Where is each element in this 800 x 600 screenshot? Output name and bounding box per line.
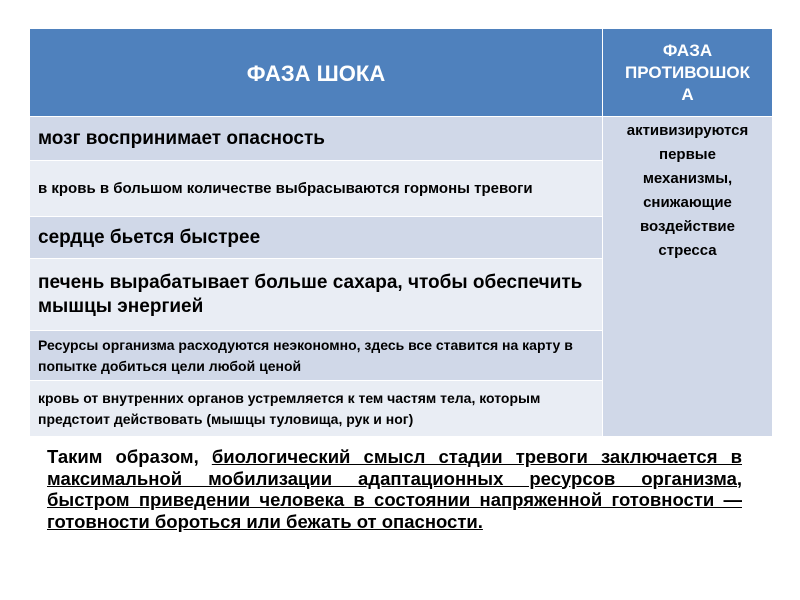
countershock-line: воздействие: [639, 218, 735, 235]
header-shock-phase-label: ФАЗА ШОКА: [246, 60, 386, 86]
header-countershock-line-1: ФАЗА: [662, 40, 713, 60]
header-countershock-line-3: А: [681, 84, 694, 104]
conclusion-underlined: биологический смысл стадии тревоги заключается в максимальной мобилизации адаптационных ресурсов организма, быстром приведении человека в состоянии напряженной готовности — готовности бороться или бежать от опасности.: [47, 446, 742, 532]
table-row: [30, 117, 773, 161]
table-row-cell: Ресурсы организма расходуются неэкономно, здесь все ставится на карту в попытке добиться цели любой ценой: [30, 331, 603, 381]
conclusion-intro: Таким образом,: [47, 446, 212, 467]
table-row-cell: в кровь в большом количестве выбрасываются гормоны тревоги: [30, 161, 603, 217]
countershock-line: снижающие: [643, 194, 732, 211]
countershock-line: стресса: [658, 242, 717, 259]
header-countershock-line-2: ПРОТИВОШОК: [625, 62, 750, 82]
table-row-cell: печень вырабатывает больше сахара, чтобы обеспечить мышцы энергией: [30, 259, 603, 331]
header-shock-phase: [30, 29, 603, 117]
countershock-description: [603, 117, 773, 437]
countershock-line: первые: [659, 146, 716, 163]
table-row-cell: мозг воспринимает опасность: [30, 117, 603, 161]
countershock-line: активизируются: [626, 122, 749, 139]
conclusion-paragraph: [47, 446, 742, 532]
phase-table: [29, 28, 773, 437]
table-row-cell: кровь от внутренних органов устремляется к тем частям тела, которым предстоит действовать (мышцы туловища, рук и ног): [30, 381, 603, 437]
table-header-row: [30, 29, 773, 117]
table-row-cell: сердце бьется быстрее: [30, 217, 603, 259]
countershock-line: механизмы,: [642, 170, 733, 187]
header-countershock-phase: [603, 29, 773, 117]
